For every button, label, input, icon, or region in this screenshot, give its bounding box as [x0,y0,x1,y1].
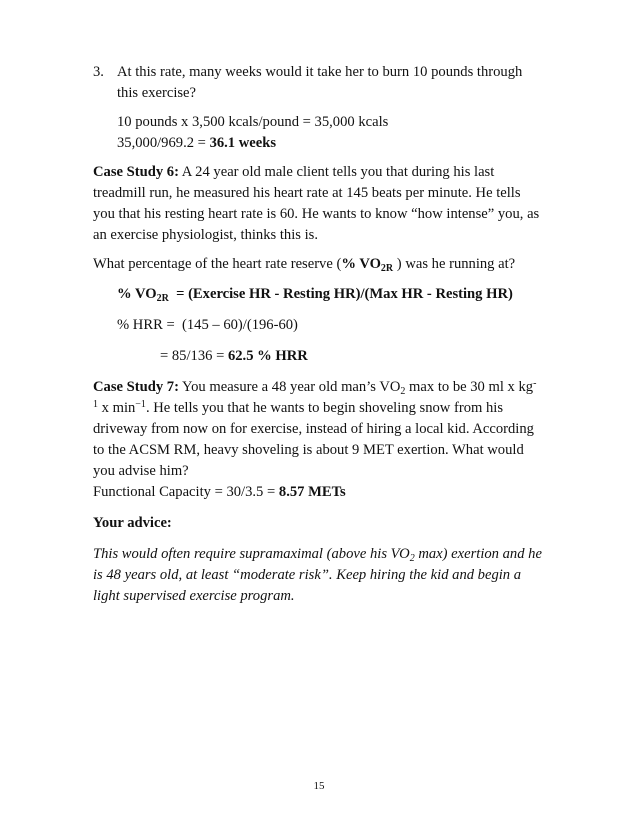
cs6-line1-text: A 24 year old male client tells you that during his last [178,164,495,180]
cs7-line2-b: . He tells you that he wants to begin shoveling snow from his [145,400,504,416]
cs7-line1 [93,377,536,398]
q3-answer: 36.1 weeks [209,135,277,151]
cs7-line5: you advise him? [93,463,189,479]
cs7-line2-a: x min [98,400,136,416]
cs7-line2 [93,398,503,419]
q3-calc2 [117,133,276,154]
q3-calc1: 10 pounds x 3,500 kcals/pound = 35,000 kcals [117,114,389,130]
cs6-question-c: ) was he running at? [393,256,516,272]
cs6-line3: you that his resting heart rate is 60. He wants to know “how intense” you, as [93,206,540,222]
cs7-advice1-sub: 2 [409,553,415,564]
cs6-result-prefix: = 85/136 = [160,348,228,364]
q3-line2: this exercise? [117,85,197,101]
cs6-question-vo2r [341,256,393,272]
cs6-line4: an exercise physiologist, thinks this is. [93,227,318,243]
cs7-advice-line2: is 48 years old, at least “moderate risk”. Keep hiring the kid and begin a [93,567,522,583]
cs6-question-a: What percentage of the heart rate reserve ( [93,256,342,272]
cs6-question-sub: 2R [380,263,394,274]
cs7-line2-sup1: 1 [93,399,98,410]
cs6-line2: treadmill run, he measured his heart rate at 145 beats per minute. He tells [93,185,521,201]
q3-calc2-prefix: 35,000/969.2 = [117,135,210,151]
cs7-advice1-a: This would often require supramaximal (above his VO [93,546,410,562]
cs6-line1 [93,162,494,183]
cs6-formula-b: = (Exercise HR - Resting HR)/(Max HR - Resting HR) [168,286,513,302]
cs7-functional-capacity [93,482,346,503]
q3-line1: At this rate, many weeks would it take her to burn 10 pounds through [117,64,523,80]
cs7-advice-heading: Your advice: [93,515,172,531]
cs7-line1-sub: 2 [400,386,406,397]
q3-number: 3. [93,64,104,80]
cs7-fc-answer: 8.57 METs [278,484,346,500]
cs7-advice-line1 [93,544,542,565]
cs6-answer: 62.5 % HRR [227,348,308,364]
cs6-question [93,254,515,275]
page-number: 15 [313,780,325,792]
cs7-line4: to the ACSM RM, heavy shoveling is about 9 MET exertion. What would [93,442,524,458]
cs6-formula-sub: 2R [156,293,169,304]
cs6-label: Case Study 6: [93,164,179,180]
cs6-formula-a: % VO [117,286,157,302]
cs6-question-vo: % VO [341,256,381,272]
cs7-label: Case Study 7: [93,379,179,395]
cs7-line1-a: You measure a 48 year old man’s VO [178,379,401,395]
cs7-line3: driveway from now on for exercise, instead of hiring a local kid. According [93,421,534,437]
cs7-line1-b: max to be 30 ml x kg [405,379,534,395]
cs7-fc-prefix: Functional Capacity = 30/3.5 = [93,484,279,500]
cs6-formula [117,284,513,305]
cs7-line1-sup: - [533,378,537,389]
cs7-advice1-b: max) exertion and he [414,546,542,562]
cs6-hrr-line: % HRR = (145 – 60)/(196-60) [117,317,298,333]
cs6-result [160,346,308,367]
cs7-line2-sup2: −1 [135,399,146,410]
cs7-advice-line3: light supervised exercise program. [93,588,295,604]
